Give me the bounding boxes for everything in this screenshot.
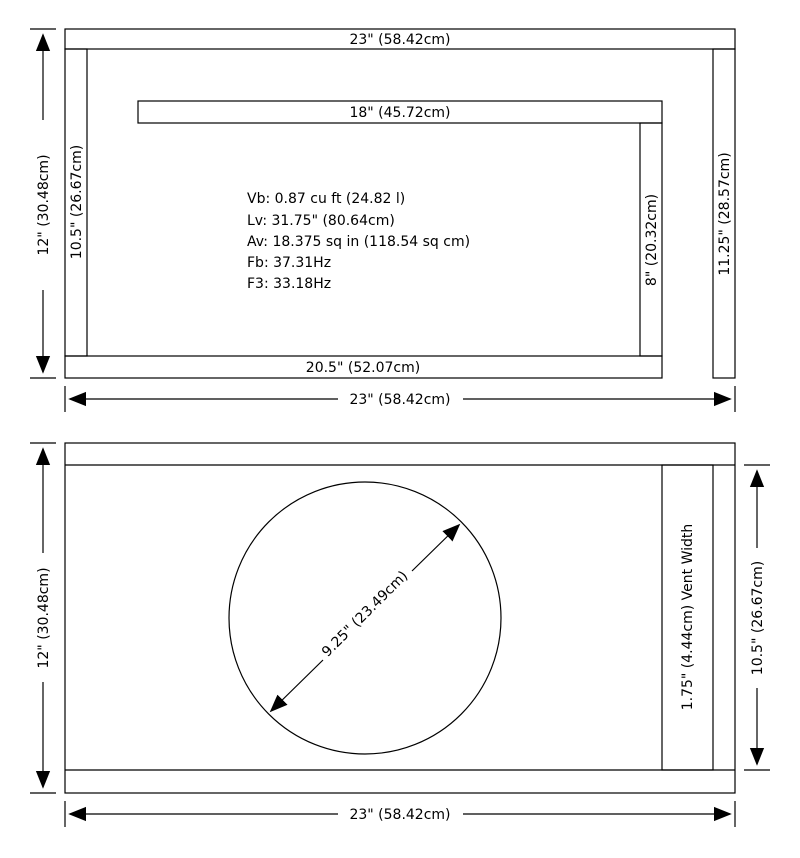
driver-diameter-label: 9.25" (23.49cm) — [319, 568, 412, 661]
inner-panel-label: 18" (45.72cm) — [349, 105, 451, 121]
front-width-dim-label: 23" (58.42cm) — [349, 807, 451, 823]
front-view — [65, 443, 735, 793]
spec-av: Av: 18.375 sq in (118.54 sq cm) — [247, 234, 471, 250]
front-inner-height-dim-label: 10.5" (26.67cm) — [750, 560, 766, 676]
front-outer-frame — [65, 443, 735, 793]
right-panel-label: 11.25" (28.57cm) — [717, 152, 733, 276]
spec-f3: F3: 33.18Hz — [247, 276, 332, 292]
spec-fb: Fb: 37.31Hz — [247, 255, 332, 271]
top-panel-label: 23" (58.42cm) — [349, 32, 451, 48]
spec-vb: Vb: 0.87 cu ft (24.82 l) — [247, 191, 406, 207]
top-width-dim-label: 23" (58.42cm) — [349, 392, 451, 408]
bottom-panel-label: 20.5" (52.07cm) — [305, 360, 421, 376]
front-height-dim-label: 12" (30.48cm) — [36, 567, 52, 669]
specs-block — [247, 191, 470, 292]
vent-inner-panel-label: 8" (20.32cm) — [644, 193, 660, 287]
top-height-dim-label: 12" (30.48cm) — [36, 154, 52, 256]
spec-lv: Lv: 31.75" (80.64cm) — [247, 213, 395, 229]
left-panel-label: 10.5" (26.67cm) — [69, 144, 85, 260]
vent-width-label: 1.75" (4.44cm) Vent Width — [680, 523, 696, 711]
